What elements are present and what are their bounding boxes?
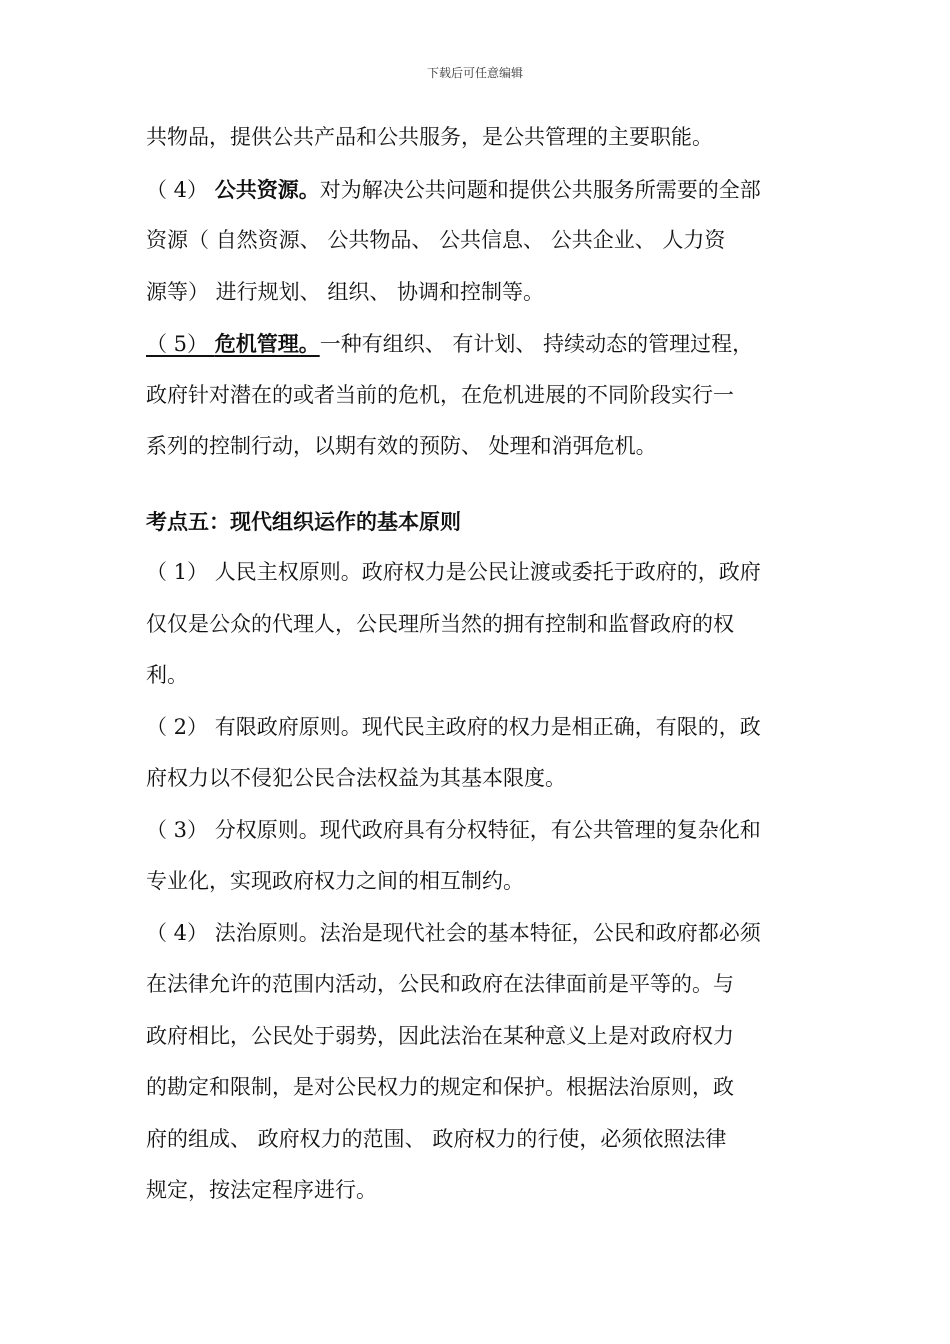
text-line: （ 2） 有限政府原则。现代民主政府的权力是相正确，有限的，政	[146, 714, 761, 739]
document-body	[146, 112, 810, 1217]
text-line: 利。	[146, 663, 188, 687]
text-line: 在法律允许的范围内活动，公民和政府在法律面前是平等的。与	[146, 972, 734, 996]
text-line: （ 1） 人民主权原则。政府权力是公民让渡或委托于政府的，政府	[146, 560, 761, 584]
text-line: 系列的控制行动，以期有效的预防、 处理和消弭危机。	[146, 434, 657, 458]
section-gap	[146, 473, 810, 496]
text-line: 规定，按法定程序进行。	[146, 1178, 377, 1202]
section-heading: 考点五：现代组织运作的基本原则	[146, 508, 461, 534]
text-line: 共物品，提供公共产品和公共服务，是公共管理的主要职能。	[146, 125, 713, 149]
item-text: 一种有组织、 有计划、 持续动态的管理过程，	[319, 332, 754, 356]
item-number: （ 4）	[146, 177, 215, 202]
text-line: 府权力以不侵犯公民合法权益为其基本限度。	[146, 766, 566, 790]
item-public-resources	[146, 164, 810, 216]
text-line: 专业化，实现政府权力之间的相互制约。	[146, 869, 524, 893]
item-crisis-management	[146, 318, 810, 370]
text-line: 资源（ 自然资源、 公共物品、 公共信息、 公共企业、 人力资	[146, 228, 726, 252]
text-line: 的勘定和限制，是对公民权力的规定和保护。根据法治原则，政	[146, 1075, 734, 1099]
header-note: 下载后可任意编辑	[426, 66, 523, 80]
item-text: 对为解决公共问题和提供公共服务所需要的全部	[319, 177, 761, 202]
term-crisis-management: 危机管理。	[214, 331, 320, 356]
text-line: 政府相比，公民处于弱势，因此法治在某种意义上是对政府权力	[146, 1023, 734, 1048]
text-line: （ 4） 法治原则。法治是现代社会的基本特征，公民和政府都必须	[146, 920, 761, 945]
item-number: （ 5）	[146, 332, 215, 356]
text-line: 政府针对潜在的或者当前的危机，在危机进展的不同阶段实行一	[146, 382, 734, 407]
term-public-resources: 公共资源。	[214, 176, 320, 202]
text-line: 源等） 进行规划、 组织、 协调和控制等。	[146, 279, 545, 304]
text-line: 仅仅是公众的代理人，公民理所当然的拥有控制和监督政府的权	[146, 611, 734, 636]
text-line: （ 3） 分权原则。现代政府具有分权特征，有公共管理的复杂化和	[146, 817, 761, 842]
text-line: 府的组成、 政府权力的范围、 政府权力的行使，必须依照法律	[146, 1126, 727, 1151]
